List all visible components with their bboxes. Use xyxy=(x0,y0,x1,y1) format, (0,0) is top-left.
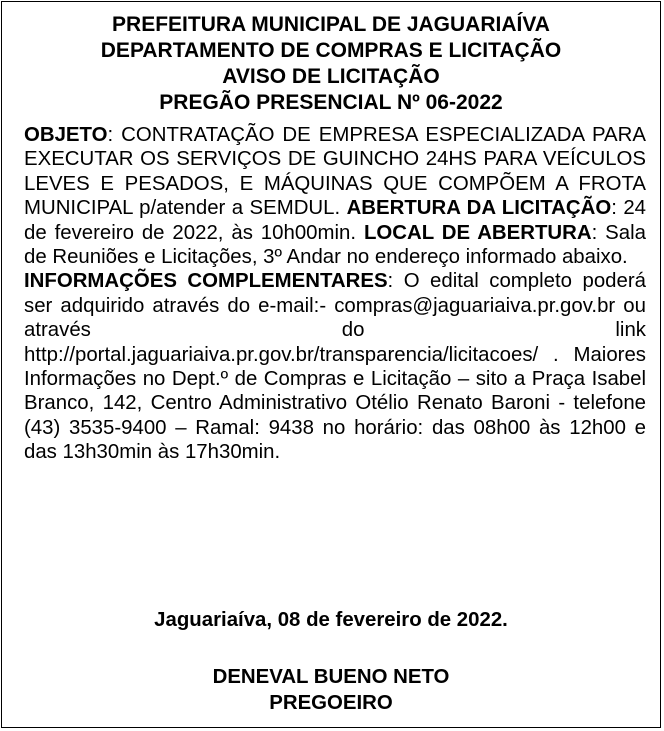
process-number-title: PREGÃO PRESENCIAL Nº 06-2022 xyxy=(159,91,503,114)
email-address[interactable]: compras@jaguariaiva.pr.gov.br xyxy=(334,294,616,317)
notice-body xyxy=(24,123,646,465)
objeto-paragraph xyxy=(24,123,646,269)
signatory-role: PREGOEIRO xyxy=(269,692,393,714)
notice-header xyxy=(2,12,660,116)
objeto-label: OBJETO xyxy=(24,124,108,146)
local-label: LOCAL DE ABERTURA xyxy=(363,221,592,244)
notice-box xyxy=(1,1,661,728)
abertura-text: : 24 de fevereiro de 2022, às 10h00min. xyxy=(24,197,646,244)
portal-link[interactable]: http://portal.jaguariaiva.pr.gov.br/transparencia/licitacoes/ xyxy=(24,343,539,366)
objeto-text: : CONTRATAÇÃO DE EMPRESA ESPECIALIZADA PARA EXECUTAR OS SERVIÇOS DE GUINCHO 24HS PARA VEÍCULOS LEVES E PESADOS, E MÁQUINAS QUE COMPÕEM A FROTA MUNICIPAL p/atender a SEMDUL. xyxy=(24,124,646,220)
local-text: : Sala de Reuniões e Licitações, 3º Andar no endereço informado abaixo. xyxy=(24,221,646,269)
informacoes-label: INFORMAÇÕES COMPLEMENTARES xyxy=(24,270,388,293)
department-title: DEPARTAMENTO DE COMPRAS E LICITAÇÃO xyxy=(100,39,562,62)
municipality-title: PREFEITURA MUNICIPAL DE JAGUARIAÍVA xyxy=(112,13,550,36)
informacoes-text-intro: : O edital completo poderá ser adquirido através do e-mail:- xyxy=(24,270,646,317)
notice-type-title: AVISO DE LICITAÇÃO xyxy=(222,65,440,88)
informacoes-text-details: . Maiores Informações no Dept.º de Compras e Licitação – sito a Praça Isabel Branco, 142, Centro Administrativo Otélio Renato Baroni - telefone (43) 3535-9400 – Ramal: 9438 no horário: das 08h00 às 12h00 e das 13h30min às 17h30min. xyxy=(24,343,646,464)
signature-block xyxy=(2,664,660,716)
informacoes-paragraph xyxy=(24,269,646,464)
informacoes-text-between: ou através do link xyxy=(24,294,646,342)
date-line: Jaguariaíva, 08 de fevereiro de 2022. xyxy=(154,609,508,631)
signatory-name: DENEVAL BUENO NETO xyxy=(212,666,450,688)
abertura-label: ABERTURA DA LICITAÇÃO xyxy=(346,197,612,220)
